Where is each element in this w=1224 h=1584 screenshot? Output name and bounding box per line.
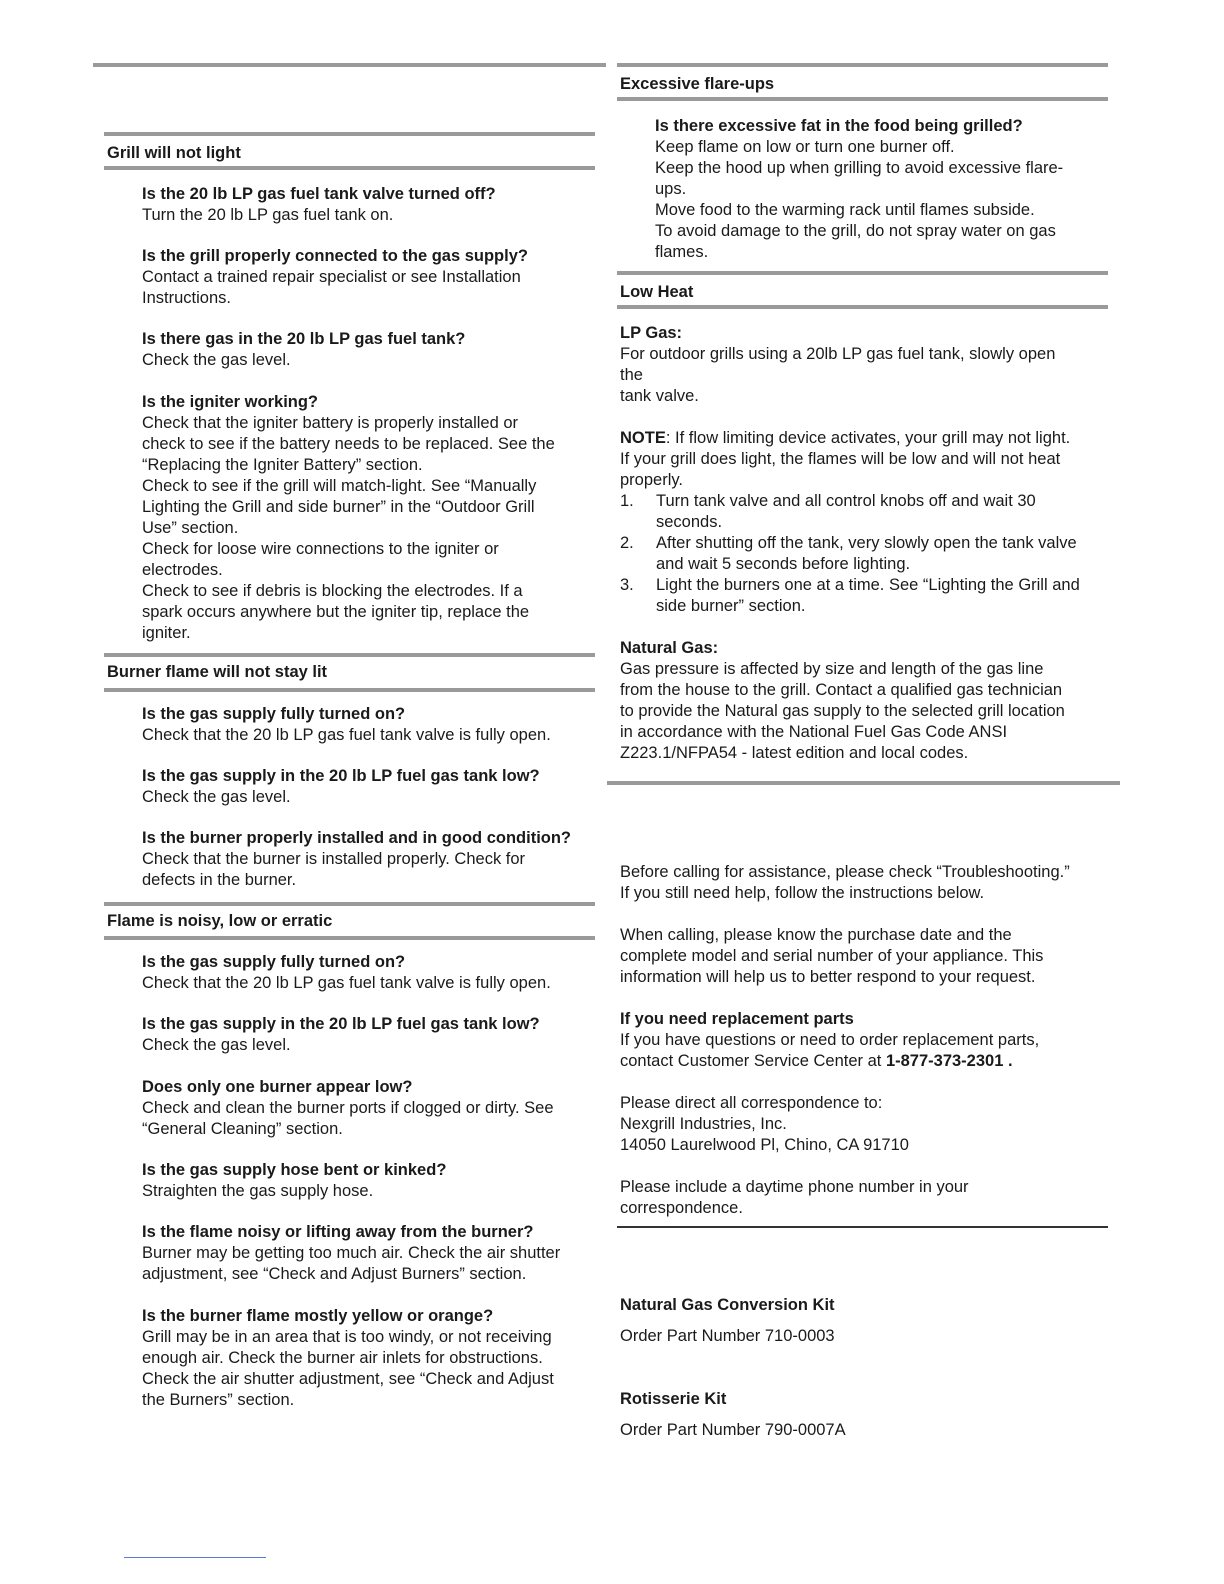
paragraph-line: to provide the Natural gas supply to the selected grill location — [620, 702, 1065, 720]
troubleshoot-item — [655, 116, 1115, 263]
section-rule — [104, 132, 595, 136]
parts-title: If you need replacement parts — [620, 1010, 854, 1028]
step-text: and wait 5 seconds before lighting. — [656, 555, 911, 573]
troubleshoot-item — [142, 246, 602, 309]
paragraph-line — [620, 1051, 1115, 1072]
divider — [617, 1226, 1108, 1228]
step-text: Light the burners one at a time. See “Lighting the Grill and — [656, 576, 1080, 594]
section-rule — [104, 166, 595, 170]
answer: “General Cleaning” section. — [142, 1120, 343, 1138]
section-rule — [617, 271, 1108, 275]
section-title: Flame is noisy, low or erratic — [107, 912, 333, 930]
top-rule-left — [93, 63, 606, 67]
question: Is the burner flame mostly yellow or orange? — [142, 1307, 494, 1325]
paragraph-line: tank valve. — [620, 387, 699, 405]
troubleshoot-item — [142, 828, 602, 891]
step-text: Turn tank valve and all control knobs off and wait 30 — [656, 492, 1036, 510]
note-label: NOTE — [620, 429, 666, 447]
footer-link-underline[interactable] — [124, 1557, 266, 1558]
answer: Check that the burner is installed properly. Check for — [142, 850, 526, 868]
answer: Check and clean the burner ports if clogged or dirty. See — [142, 1099, 554, 1117]
question: Is the igniter working? — [142, 393, 319, 411]
paragraph-line: Z223.1/NFPA54 - latest edition and local codes. — [620, 744, 969, 762]
answer: Burner may be getting too much air. Check the air shutter — [142, 1244, 561, 1262]
answer: Check that the igniter battery is properly installed or — [142, 414, 519, 432]
paragraph-line: If your grill does light, the flames will be low and will not heat — [620, 450, 1061, 468]
troubleshoot-item — [142, 1160, 602, 1202]
section-rule — [617, 305, 1108, 309]
answer: Check to see if debris is blocking the electrodes. If a — [142, 582, 523, 600]
question: Is the gas supply in the 20 lb LP fuel gas tank low? — [142, 1015, 540, 1033]
answer: adjustment, see “Check and Adjust Burners” section. — [142, 1265, 527, 1283]
paragraph-line: When calling, please know the purchase date and the — [620, 926, 1012, 944]
paragraph-line: If you have questions or need to order replacement parts, — [620, 1031, 1040, 1049]
answer: Keep flame on low or turn one burner off. — [655, 138, 955, 156]
parts-contact-text: contact Customer Service Center at — [620, 1052, 886, 1070]
company-name: Nexgrill Industries, Inc. — [620, 1115, 787, 1133]
question: Is the flame noisy or lifting away from the burner? — [142, 1223, 534, 1241]
top-rule-right — [617, 63, 1108, 67]
answer: Check the air shutter adjustment, see “Check and Adjust — [142, 1370, 554, 1388]
answer: Check that the 20 lb LP gas fuel tank valve is fully open. — [142, 974, 551, 992]
paragraph-line: Before calling for assistance, please check “Troubleshooting.” — [620, 863, 1070, 881]
troubleshoot-item — [142, 952, 602, 994]
step-text: seconds. — [656, 513, 723, 531]
answer: Instructions. — [142, 289, 231, 307]
step-number: 2. — [620, 534, 634, 552]
answer: Lighting the Grill and side burner” in the “Outdoor Grill — [142, 498, 535, 516]
question: Is the gas supply fully turned on? — [142, 953, 406, 971]
question: Is the gas supply fully turned on? — [142, 705, 406, 723]
paragraph-line: complete model and serial number of your appliance. This — [620, 947, 1044, 965]
answer: Turn the 20 lb LP gas fuel tank on. — [142, 206, 394, 224]
answer: Move food to the warming rack until flames subside. — [655, 201, 1035, 219]
kit-part-number: Order Part Number 710-0003 — [620, 1327, 835, 1345]
section-rule — [104, 902, 595, 906]
step-text: side burner” section. — [656, 597, 806, 615]
answer: Check for loose wire connections to the igniter or — [142, 540, 499, 558]
question: Is the 20 lb LP gas fuel tank valve turned off? — [142, 185, 496, 203]
kit-part-number: Order Part Number 790-0007A — [620, 1421, 846, 1439]
paragraph-line: information will help us to better respond to your request. — [620, 968, 1036, 986]
answer: Use” section. — [142, 519, 239, 537]
assistance-block — [620, 862, 1115, 1219]
troubleshoot-item — [142, 766, 602, 808]
paragraph-line: correspondence. — [620, 1199, 743, 1217]
answer: Check the gas level. — [142, 351, 291, 369]
step-number: 3. — [620, 576, 634, 594]
troubleshoot-item — [142, 1306, 602, 1411]
question: Does only one burner appear low? — [142, 1078, 413, 1096]
company-address: 14050 Laurelwood Pl, Chino, CA 91710 — [620, 1136, 909, 1154]
section-rule — [104, 688, 595, 692]
section-title: Burner flame will not stay lit — [107, 663, 328, 681]
answer: Straighten the gas supply hose. — [142, 1182, 374, 1200]
answer: igniter. — [142, 624, 191, 642]
question: Is there gas in the 20 lb LP gas fuel tank? — [142, 330, 466, 348]
lp-gas-block — [620, 323, 1115, 764]
troubleshoot-item — [142, 184, 602, 226]
section-title: Excessive flare-ups — [620, 75, 775, 93]
section-rule — [104, 936, 595, 940]
answer: check to see if the battery needs to be replaced. See the — [142, 435, 555, 453]
answer: Check the gas level. — [142, 1036, 291, 1054]
answer: the Burners” section. — [142, 1391, 295, 1409]
paragraph-line: If you still need help, follow the instructions below. — [620, 884, 985, 902]
troubleshoot-item — [142, 1222, 602, 1285]
step-item — [620, 575, 1115, 617]
answer: flames. — [655, 243, 709, 261]
answer: electrodes. — [142, 561, 223, 579]
section-title: Low Heat — [620, 283, 694, 301]
answer: spark occurs anywhere but the igniter tip, replace the — [142, 603, 530, 621]
troubleshoot-item — [142, 704, 602, 746]
answer: Check the gas level. — [142, 788, 291, 806]
answer: Check that the 20 lb LP gas fuel tank valve is fully open. — [142, 726, 551, 744]
paragraph-line: properly. — [620, 471, 683, 489]
steps-list — [620, 491, 1115, 617]
answer: enough air. Check the burner air inlets for obstructions. — [142, 1349, 543, 1367]
lp-gas-label: LP Gas: — [620, 324, 683, 342]
paragraph-line: the — [620, 366, 643, 384]
answer: Contact a trained repair specialist or see Installation — [142, 268, 521, 286]
section-title: Grill will not light — [107, 144, 241, 162]
troubleshoot-item — [142, 1014, 602, 1056]
step-text: After shutting off the tank, very slowly open the tank valve — [656, 534, 1077, 552]
step-number: 1. — [620, 492, 634, 510]
answer: Keep the hood up when grilling to avoid excessive flare- — [655, 159, 1064, 177]
kit-title: Natural Gas Conversion Kit — [620, 1296, 835, 1314]
question: Is there excessive fat in the food being grilled? — [655, 117, 1023, 135]
answer: To avoid damage to the grill, do not spray water on gas — [655, 222, 1056, 240]
troubleshoot-item — [142, 329, 602, 371]
answer: defects in the burner. — [142, 871, 297, 889]
kit-title: Rotisserie Kit — [620, 1390, 727, 1408]
answer: Grill may be in an area that is too windy, or not receiving — [142, 1328, 552, 1346]
question: Is the gas supply in the 20 lb LP fuel gas tank low? — [142, 767, 540, 785]
natural-gas-label: Natural Gas: — [620, 639, 719, 657]
step-item — [620, 491, 1115, 533]
phone-number: 1-877-373-2301 . — [885, 1052, 1013, 1070]
answer: ups. — [655, 180, 687, 198]
question: Is the grill properly connected to the gas supply? — [142, 247, 528, 265]
paragraph-line: Gas pressure is affected by size and length of the gas line — [620, 660, 1044, 678]
question: Is the burner properly installed and in good condition? — [142, 829, 572, 847]
answer: “Replacing the Igniter Battery” section. — [142, 456, 423, 474]
note-line — [620, 428, 1115, 449]
section-rule — [617, 97, 1108, 101]
paragraph-line: Please direct all correspondence to: — [620, 1094, 883, 1112]
section-rule — [104, 653, 595, 657]
paragraph-line: in accordance with the National Fuel Gas Code ANSI — [620, 723, 1008, 741]
answer: Check to see if the grill will match-light. See “Manually — [142, 477, 537, 495]
paragraph-line: Please include a daytime phone number in your — [620, 1178, 969, 1196]
note-text: : If flow limiting device activates, your grill may not light. — [665, 429, 1071, 447]
troubleshoot-item — [142, 392, 602, 644]
paragraph-line: For outdoor grills using a 20lb LP gas fuel tank, slowly open — [620, 345, 1056, 363]
paragraph-line: from the house to the grill. Contact a qualified gas technician — [620, 681, 1063, 699]
step-item — [620, 533, 1115, 575]
section-rule — [607, 781, 1120, 785]
troubleshoot-item — [142, 1077, 602, 1140]
question: Is the gas supply hose bent or kinked? — [142, 1161, 447, 1179]
